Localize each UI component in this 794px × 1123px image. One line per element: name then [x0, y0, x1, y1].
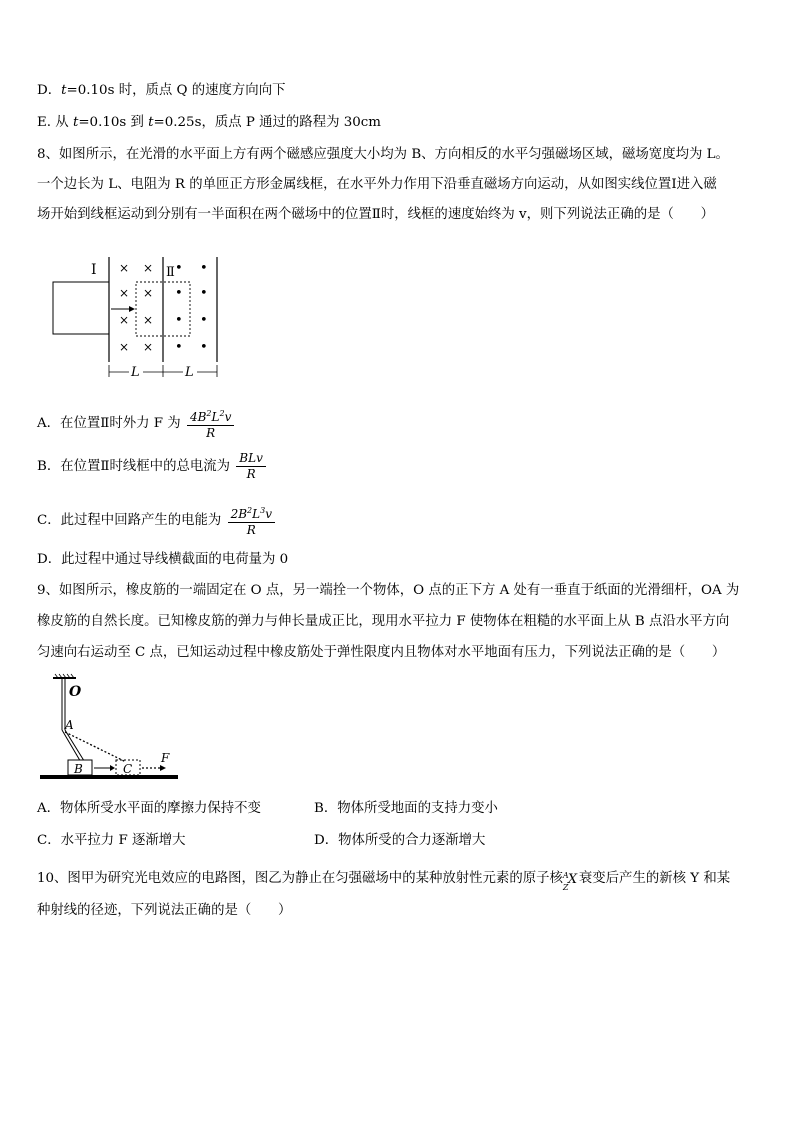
q9-option-c: C．水平拉力 F 逐渐增大: [37, 833, 186, 848]
q8-option-a-fraction: $\frac{4B^2L^2v}{R}$: [187, 406, 234, 441]
q8-option-b: B．在位置Ⅱ时线框中的总电流为 $\frac{\text{BLv}}{R}$: [37, 451, 266, 482]
q8-dot: •: [200, 340, 208, 355]
q7-option-e: E. 从 t=0.10s 到 t=0.25s，质点 P 通过的路程为 30cm: [37, 115, 381, 130]
q8-label-2: Ⅱ: [166, 265, 175, 280]
q8-cross: ×: [143, 340, 154, 354]
q8-cross: ×: [119, 261, 130, 275]
q9-option-b: B．物体所受地面的支持力变小: [314, 801, 498, 816]
q9-ground: [40, 775, 178, 779]
q8-option-b-fraction: $\frac{\text{BLv}}{R}$: [236, 451, 266, 482]
q9-option-d: D．物体所受的合力逐渐增大: [314, 833, 486, 848]
q9-stem-line3: 匀速向右运动至 C 点，已知运动过程中橡皮筋处于弹性限度内且物体对水平地面有压力，下列说法正确的是（ ）: [37, 645, 726, 660]
q8-stem-line1: 8、如图所示，在光滑的水平面上方有两个磁感应强度大小均为 B、方向相反的水平匀强磁场区域，磁场宽度均为 L。: [37, 147, 729, 162]
q8-dot: •: [200, 261, 208, 276]
q8-dot: •: [200, 313, 208, 328]
q9-stem-line1: 9、如图所示，橡皮筋的一端固定在 O 点，另一端拴一个物体，O 点的正下方 A 处有一垂直于纸面的光滑细杆，OA 为: [37, 583, 740, 598]
q8-cross: ×: [119, 286, 130, 300]
q8-cross: ×: [143, 313, 154, 327]
q8-cross: ×: [119, 340, 130, 354]
q8-label-1: Ⅰ: [91, 262, 97, 278]
q8-dot: •: [175, 286, 183, 301]
q9-label-f: F: [161, 751, 170, 765]
q9-label-b: B: [74, 762, 83, 776]
q8-option-d: D．此过程中通过导线横截面的电荷量为 0: [37, 552, 289, 567]
q8-stem-line2: 一个边长为 L、电阻为 R 的单匝正方形金属线框，在水平外力作用下沿垂直磁场方向运动，从如图实线位置Ⅰ进入磁: [37, 177, 717, 192]
q8-option-c: C．此过程中回路产生的电能为 $\frac{2B^2L^3v}{R}$: [37, 503, 275, 538]
q8-cross: ×: [119, 313, 130, 327]
q8-dot: •: [175, 261, 183, 276]
q8-figure: [45, 252, 235, 382]
q8-option-a: A．在位置Ⅱ时外力 F 为 $\frac{4B^2L^2v}{R}$: [37, 406, 234, 441]
q8-velocity-arrowhead: [129, 306, 135, 312]
q10-stem-line1: 10、图甲为研究光电效应的电路图，图乙为静止在匀强磁场中的某种放射性元素的原子核 A Z X 衰变后产生的新核 Y 和某: [37, 870, 731, 892]
q10-stem-line2: 种射线的径迹，下列说法正确的是（ ）: [37, 903, 292, 918]
q9-stem-line2: 橡皮筋的自然长度。已知橡皮筋的弹力与伸长量成正比，现用水平拉力 F 使物体在粗糙的水平面上从 B 点沿水平方向: [37, 614, 730, 629]
q8-dim-label-left: L: [131, 365, 140, 380]
q8-dot: •: [175, 340, 183, 355]
q8-dot: •: [175, 313, 183, 328]
q8-cross: ×: [143, 286, 154, 300]
q8-dot: •: [200, 286, 208, 301]
q8-option-c-fraction: $\frac{2B^2L^3v}{R}$: [228, 503, 275, 538]
q9-rubber-band-ab: [62, 730, 82, 764]
q9-label-a: A: [65, 718, 74, 732]
q8-stem-line3: 场开始到线框运动到分别有一半面积在两个磁场中的位置Ⅱ时，线框的速度始终为 v，则下列说法正确的是（ ）: [37, 207, 715, 222]
q9-arrowhead: [110, 765, 115, 771]
q8-cross: ×: [143, 261, 154, 275]
q8-frame-position-1: [53, 282, 109, 334]
q9-rubber-band-ab-2: [65, 730, 86, 764]
q8-crosses: [119, 261, 153, 354]
q9-figure: [38, 672, 183, 784]
q8-dots: [175, 261, 208, 355]
q9-option-a: A．物体所受水平面的摩擦力保持不变: [37, 801, 261, 816]
q9-dashed-band-ac: [65, 732, 126, 762]
q7-option-d: D．t=0.10s 时，质点 Q 的速度方向向下: [37, 83, 286, 98]
q8-dim-label-right: L: [185, 365, 194, 380]
q10-nucleus-symbol: A Z X: [562, 870, 578, 892]
q9-force-arrowhead: [160, 765, 166, 771]
q9-label-o: O: [69, 684, 82, 700]
q9-label-c: C: [123, 762, 133, 776]
